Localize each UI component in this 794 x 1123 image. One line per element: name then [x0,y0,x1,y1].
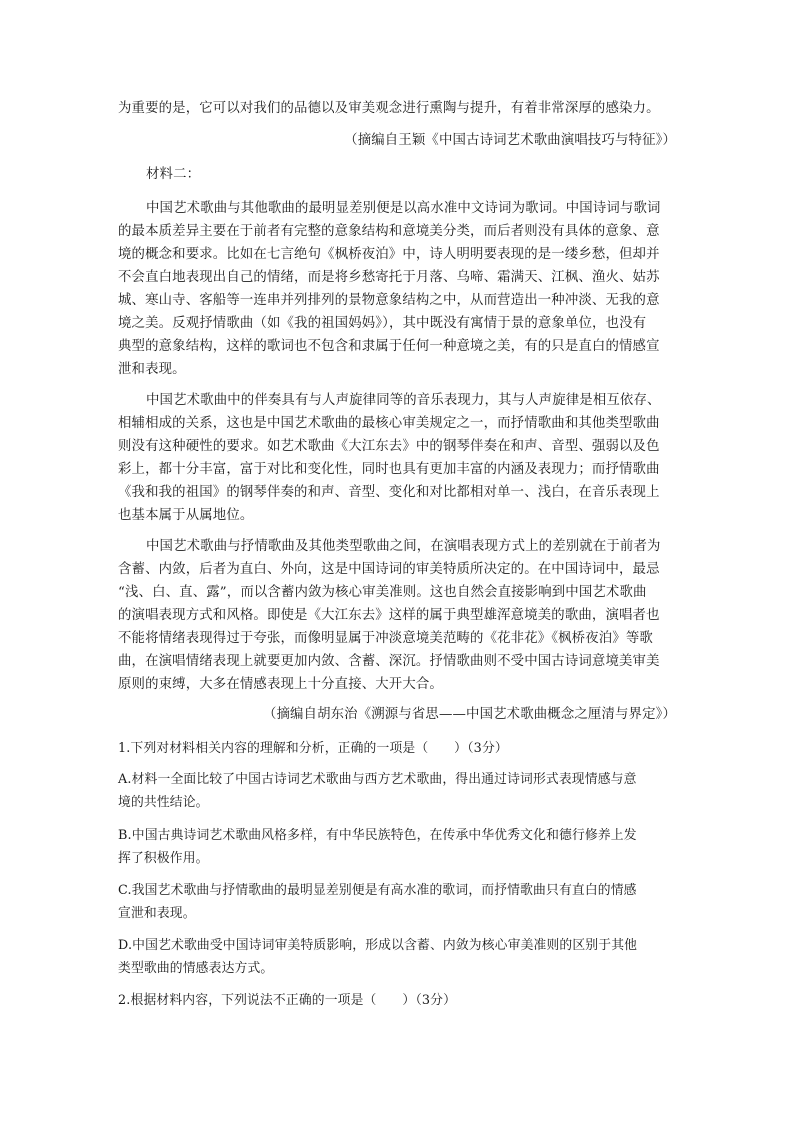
option-b: B.中国古典诗词艺术歌曲风格多样，有中华民族特色，在传承中华优秀文化和德行修养上发 [118,828,637,843]
paragraph-line: 《我和我的祖国》的钢琴伴奏的和声、音型、变化和对比都相对单一、浅白，在音乐表现上 [118,485,660,500]
option-c: C.我国艺术歌曲与抒情歌曲的最明显差别便是有高水准的歌词，而抒情歌曲只有直白的情感 [118,883,637,898]
paragraph-line: 中国艺术歌曲中的伴奏具有与人声旋律同等的音乐表现力，其与人声旋律是相互依存、 [146,393,661,408]
paragraph-line: 中国艺术歌曲与其他歌曲的最明显差别便是以高水准中文诗词为歌词。中国诗词与歌词 [146,201,661,216]
question-stem: 1.下列对材料相关内容的理解和分析，正确的一项是（ ）（3分） [118,741,508,756]
option-b: 挥了积极作用。 [118,851,209,866]
paragraph-line: 则没有这种硬性的要求。如艺术歌曲《大江东去》中的钢琴伴奏在和声、音型、强弱以及色 [118,439,660,454]
paragraph-line: 境的概念和要求。比如在七言绝句《枫桥夜泊》中，诗人明明要表现的是一缕乡愁，但却并 [118,247,660,262]
paragraph-line: 境之美。反观抒情歌曲（如《我的祖国妈妈》），其中既没有寓情于景的意象单位，也没有 [118,316,647,331]
option-a: 境的共性结论。 [118,795,209,810]
paragraph-line: 原则的束缚，大多在情感表现上十分直接、大开大合。 [118,677,443,692]
paragraph-line: 也基本属于从属地位。 [118,508,254,523]
paragraph-line: 的演唱表现方式和风格。即使是《大江东去》这样的属于典型雄浑意境美的歌曲，演唱者也 [118,608,660,623]
paragraph-line: 为重要的是，它可以对我们的品德以及审美观念进行熏陶与提升，有着非常深厚的感染力。 [118,101,660,116]
paragraph-line: 相辅相成的关系，这也是中国艺术歌曲的最核心审美规定之一，而抒情歌曲和其他类型歌曲 [118,416,660,431]
option-c: 宣泄和表现。 [118,906,196,921]
source-citation: （摘编自胡东治《溯源与省思——中国艺术歌曲概念之厘清与界定》） [262,707,676,722]
paragraph-line: 曲，在演唱情绪表现上就要更加内敛、含蓄、深沉。抒情歌曲则不受中国古诗词意境美审美 [118,654,660,669]
paragraph-line: “浅、白、直、露”，而以含蓄内敛为核心审美准则。这也自然会直接影响到中国艺术歌曲 [118,585,647,600]
paragraph-line: 的最本质差异主要在于前者有完整的意象结构和意境美分类，而后者则没有具体的意象、意 [118,224,660,239]
option-a: A.材料一全面比较了中国古诗词艺术歌曲与西方艺术歌曲，得出通过诗词形式表现情感与意 [118,772,637,787]
paragraph-line: 含蓄、内敛，后者为直白、外向，这是中国诗词的审美特质所决定的。在中国诗词中，最忌 [118,562,660,577]
question-stem: 2.根据材料内容，下列说法不正确的一项是（ ）（3分） [118,993,457,1008]
section-heading: 材料二： [146,167,201,182]
paragraph-line: 不会直白地表现出自己的情绪，而是将乡愁寄托于月落、乌啼、霜满天、江枫、渔火、姑苏 [118,270,660,285]
option-d: D.中国艺术歌曲受中国诗词审美特质影响，形成以含蓄、内敛为核心审美准则的区别于其他 [118,938,638,953]
paragraph-line: 典型的意象结构，这样的歌词也不包含和隶属于任何一种意境之美，有的只是直白的情感宣 [118,339,660,354]
paragraph-line: 中国艺术歌曲与抒情歌曲及其他类型歌曲之间，在演唱表现方式上的差别就在于前者为 [146,539,661,554]
paragraph-line: 不能将情绪表现得过于夸张，而像明显属于冲淡意境美范畴的《花非花》《枫桥夜泊》等歌 [118,631,653,646]
option-d: 类型歌曲的情感表达方式。 [118,961,274,976]
source-citation: （摘编自王颖《中国古诗词艺术歌曲演唱技巧与特征》） [344,133,676,148]
paragraph-line: 泄和表现。 [118,362,186,377]
paragraph-line: 彩上，都十分丰富，富于对比和变化性，同时也具有更加丰富的内涵及表现力；而抒情歌曲 [118,462,660,477]
paragraph-line: 城、寒山寺、客船等一连串并列排列的景物意象结构之中，从而营造出一种冲淡、无我的意 [118,293,660,308]
